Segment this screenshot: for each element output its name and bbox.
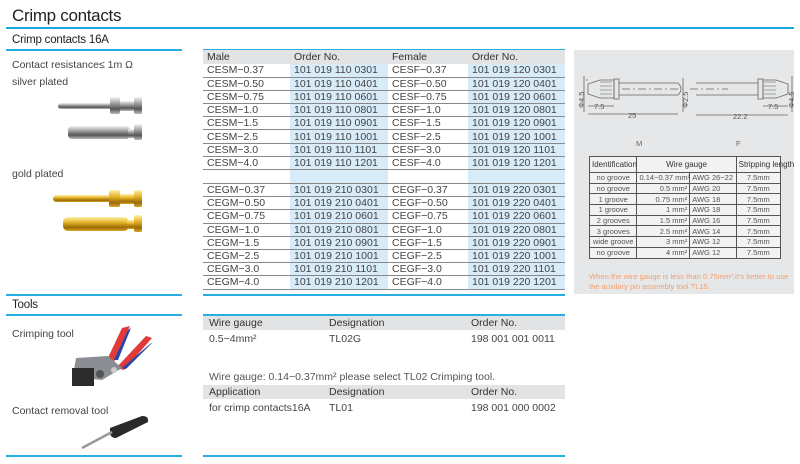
contacts-order-table [203,50,565,290]
male-part-cell: CEGM−0.37 [203,184,290,197]
silver-plated-label: silver plated [12,76,69,88]
dim-label-dia-45-m: Φ4.5 [577,91,586,108]
crimping-tool-note: Wire gauge: 0.14−0.37mm² please select TL02 Crimping tool. [209,371,496,383]
male-order-no-cell: 101 019 110 0901 [290,117,388,130]
header-order-no: Order No. [465,385,565,399]
silver-female-pin [68,124,142,140]
table-row [203,276,565,289]
table-row [203,184,565,197]
female-order-no-cell: 101 019 220 0401 [468,197,565,210]
table-row [590,205,781,216]
table-row [203,117,565,130]
crimp-order-no: 198 001 001 0011 [471,333,555,345]
male-order-no-cell: 101 019 110 0801 [290,104,388,117]
dim-label-dia-45-f: Φ4.5 [787,91,796,108]
female-part-cell: CEGF−0.37 [388,184,468,197]
female-part-cell: CEGF−1.0 [388,223,468,236]
identification-cell: 2 grooves [590,215,637,226]
male-order-no-cell: 101 019 110 1101 [290,143,388,156]
header-order-no: Order No. [465,316,565,330]
female-order-no-cell: 101 019 120 0301 [468,64,565,77]
male-part-cell: CEGM−1.5 [203,236,290,249]
silver-contact-pins-image [50,92,160,152]
female-order-no-cell: 101 019 220 0801 [468,223,565,236]
wire-gauge-note: When the wire gauge is less than 0.75mm²,it's better to use the auxilary pin assembly tool TL15. [589,272,789,291]
female-part-cell: CESF−2.5 [388,130,468,143]
female-part-cell: CESF−4.0 [388,156,468,169]
male-order-no-cell: 101 019 210 0301 [290,184,388,197]
table-row [590,215,781,226]
male-part-cell: CESM−3.0 [203,143,290,156]
stripping-length-cell: 7.5mm [736,226,780,237]
female-crimp-barrel [763,80,788,98]
header-female: Female [388,50,468,64]
stripping-length-cell: 7.5mm [736,215,780,226]
dim-label-strip-m: 7.5 [594,102,605,111]
page-title: Crimp contacts [12,6,122,25]
female-part-cell: CEGF−4.0 [388,276,468,289]
female-drawing-label: F [736,139,741,148]
crimp-wire-gauge: 0.5−4mm² [209,333,257,345]
male-part-cell: CEGM−0.50 [203,197,290,210]
wire-gauge-awg-cell: AWG 12 [690,247,736,258]
table-header-row [203,50,565,64]
stripping-length-cell: 7.5mm [736,247,780,258]
female-part-cell: CESF−1.5 [388,117,468,130]
male-order-no-cell: 101 019 210 1201 [290,276,388,289]
wire-gauge-mm-cell: 1.5 mm² [637,215,690,226]
gold-female-pin [63,215,142,232]
identification-cell: 1 groove [590,194,637,205]
header-order-no: Order No. [468,50,565,64]
table-row [203,330,565,348]
contact-dimension-drawing [577,68,796,148]
female-part-cell: CESF−1.0 [388,104,468,117]
header-designation: Designation [323,385,465,399]
table-row [203,130,565,143]
header-wire-gauge: Wire gauge [203,316,323,330]
male-order-no-cell: 101 019 210 0801 [290,223,388,236]
identification-cell: 1 groove [590,205,637,216]
male-part-cell: CEGM−3.0 [203,263,290,276]
wire-table-body [590,173,781,259]
gold-plated-label: gold plated [12,168,64,180]
table-row [203,143,565,156]
wire-gauge-mm-cell: 4 mm² [637,247,690,258]
female-part-cell: CEGF−3.0 [388,263,468,276]
crimping-tool-image [62,322,158,394]
crimp-table-header-row [203,316,565,330]
female-part-cell: CESF−3.0 [388,143,468,156]
male-part-cell: CEGM−2.5 [203,249,290,262]
header-order-no: Order No. [290,50,388,64]
header-application: Application [203,385,323,399]
table-row [203,210,565,223]
table-row [203,90,565,103]
dim-label-strip-f: 7.5 [768,102,779,111]
female-order-no-cell: 101 019 220 0601 [468,210,565,223]
crimping-tool-table [203,316,565,348]
dim-label-male-length: 25 [628,111,637,120]
contact-removal-tool-image [76,410,156,450]
crimp-designation: TL02G [329,333,362,345]
female-order-no-cell: 101 019 120 1101 [468,143,565,156]
wire-gauge-mm-cell: 3 mm² [637,237,690,248]
female-order-no-cell: 101 019 120 1001 [468,130,565,143]
section-heading-contacts: Crimp contacts 16A [12,34,109,46]
table-row [590,173,781,184]
removal-designation: TL01 [329,402,353,414]
male-crimp-barrel [588,80,614,98]
female-part-cell: CESF−0.75 [388,90,468,103]
stripping-length-cell: 7.5mm [736,173,780,184]
gold-rows [203,184,565,290]
section-divider [6,49,182,51]
wire-table-header-row [590,157,781,173]
male-order-no-cell: 101 019 210 1001 [290,249,388,262]
male-order-no-cell: 101 019 110 0601 [290,90,388,103]
table-row [203,249,565,262]
table-row [203,104,565,117]
stripping-length-cell: 7.5mm [736,237,780,248]
male-order-no-cell: 101 019 210 0901 [290,236,388,249]
removal-application: for crimp contacts16A [209,402,311,414]
wire-gauge-mm-cell: 0.5 mm² [637,183,690,194]
header-male: Male [203,50,290,64]
male-part-cell: CESM−4.0 [203,156,290,169]
tools-divider [6,314,182,316]
gold-contact-pins-image [50,188,160,238]
male-order-no-cell: 101 019 210 1101 [290,263,388,276]
female-part-cell: CEGF−0.75 [388,210,468,223]
stripping-length-cell: 7.5mm [736,183,780,194]
male-part-cell: CESM−0.50 [203,77,290,90]
wire-gauge-awg-cell: AWG 18 [690,194,736,205]
wire-gauge-awg-cell: AWG 20 [690,183,736,194]
wire-gauge-mm-cell: 0.14−0.37 mm² [637,173,690,184]
male-part-cell: CESM−2.5 [203,130,290,143]
silver-rows [203,64,565,170]
identification-cell: no groove [590,247,637,258]
identification-cell: wide groove [590,237,637,248]
male-order-no-cell: 101 019 210 0601 [290,210,388,223]
removal-tool-table [203,385,565,417]
table-row [203,77,565,90]
male-part-cell: CEGM−0.75 [203,210,290,223]
female-order-no-cell: 101 019 220 1101 [468,263,565,276]
table-row [590,237,781,248]
female-part-cell: CEGF−1.5 [388,236,468,249]
identification-cell: no groove [590,183,637,194]
wire-gauge-awg-cell: AWG 12 [690,237,736,248]
gold-male-pin [53,190,142,207]
table-row [203,156,565,169]
male-order-no-cell: 101 019 110 0401 [290,77,388,90]
male-order-no-cell: 101 019 210 0401 [290,197,388,210]
female-order-no-cell: 101 019 120 1201 [468,156,565,169]
table-row [203,64,565,77]
gap-row-group [203,170,565,184]
female-part-cell: CEGF−2.5 [388,249,468,262]
table-row [590,247,781,258]
table-row [203,263,565,276]
female-order-no-cell: 101 019 220 1201 [468,276,565,289]
header-wire-gauge: Wire gauge [637,157,736,173]
removal-table-header-row [203,385,565,399]
female-part-cell: CESF−0.50 [388,77,468,90]
table-row [203,399,565,417]
tools-top-rule [6,294,182,296]
female-order-no-cell: 101 019 120 0601 [468,90,565,103]
male-order-no-cell: 101 019 110 1001 [290,130,388,143]
female-order-no-cell: 101 019 220 1001 [468,249,565,262]
table-row [203,236,565,249]
tools-table-bottom-rule [203,455,565,457]
female-order-no-cell: 101 019 220 0901 [468,236,565,249]
male-part-cell: CEGM−4.0 [203,276,290,289]
dim-label-dia-25: Φ2.5 [681,91,690,108]
wire-gauge-awg-cell: AWG 16 [690,215,736,226]
header-designation: Designation [323,316,465,330]
female-order-no-cell: 101 019 120 0401 [468,77,565,90]
wire-gauge-mm-cell: 2.5 mm² [637,226,690,237]
stripping-length-cell: 7.5mm [736,194,780,205]
section-heading-tools: Tools [12,299,38,311]
table-row [590,183,781,194]
female-order-no-cell: 101 019 120 0901 [468,117,565,130]
male-part-cell: CESM−1.0 [203,104,290,117]
male-order-no-cell: 101 019 110 0301 [290,64,388,77]
dim-label-female-length: 22.2 [733,112,748,121]
female-part-cell: CEGF−0.50 [388,197,468,210]
header-identification: Identification [590,157,637,173]
title-divider [6,27,794,29]
identification-cell: no groove [590,173,637,184]
table-row [203,197,565,210]
stripping-length-cell: 7.5mm [736,205,780,216]
spacer-row [203,170,565,184]
removal-order-no: 198 001 000 0002 [471,402,556,414]
male-drawing-label: M [636,139,643,148]
wire-gauge-mm-cell: 0.75 mm² [637,194,690,205]
silver-male-pin [58,97,142,114]
male-collar [614,79,619,99]
table-bottom-rule [203,294,565,296]
identification-cell: 3 grooves [590,226,637,237]
female-part-cell: CESF−0.37 [388,64,468,77]
male-part-cell: CEGM−1.0 [203,223,290,236]
male-part-cell: CESM−0.37 [203,64,290,77]
wire-gauge-awg-cell: AWG 26−22 [690,173,736,184]
wire-gauge-table [589,156,795,259]
female-order-no-cell: 101 019 120 0801 [468,104,565,117]
contact-resistance-label: Contact resistance≤ 1m Ω [12,59,133,71]
wire-gauge-mm-cell: 1 mm² [637,205,690,216]
female-collar [758,79,763,99]
contact-removal-tool-label: Contact removal tool [12,405,109,417]
header-stripping-length: Stripping length [736,157,780,173]
table-row [590,226,781,237]
male-part-cell: CESM−1.5 [203,117,290,130]
table-row [203,223,565,236]
female-order-no-cell: 101 019 220 0301 [468,184,565,197]
male-part-cell: CESM−0.75 [203,90,290,103]
male-order-no-cell: 101 019 110 1201 [290,156,388,169]
wire-gauge-awg-cell: AWG 14 [690,226,736,237]
crimping-tool-label: Crimping tool [12,328,74,340]
wire-gauge-awg-cell: AWG 18 [690,205,736,216]
tools-bottom-rule [6,455,182,457]
table-row [590,194,781,205]
